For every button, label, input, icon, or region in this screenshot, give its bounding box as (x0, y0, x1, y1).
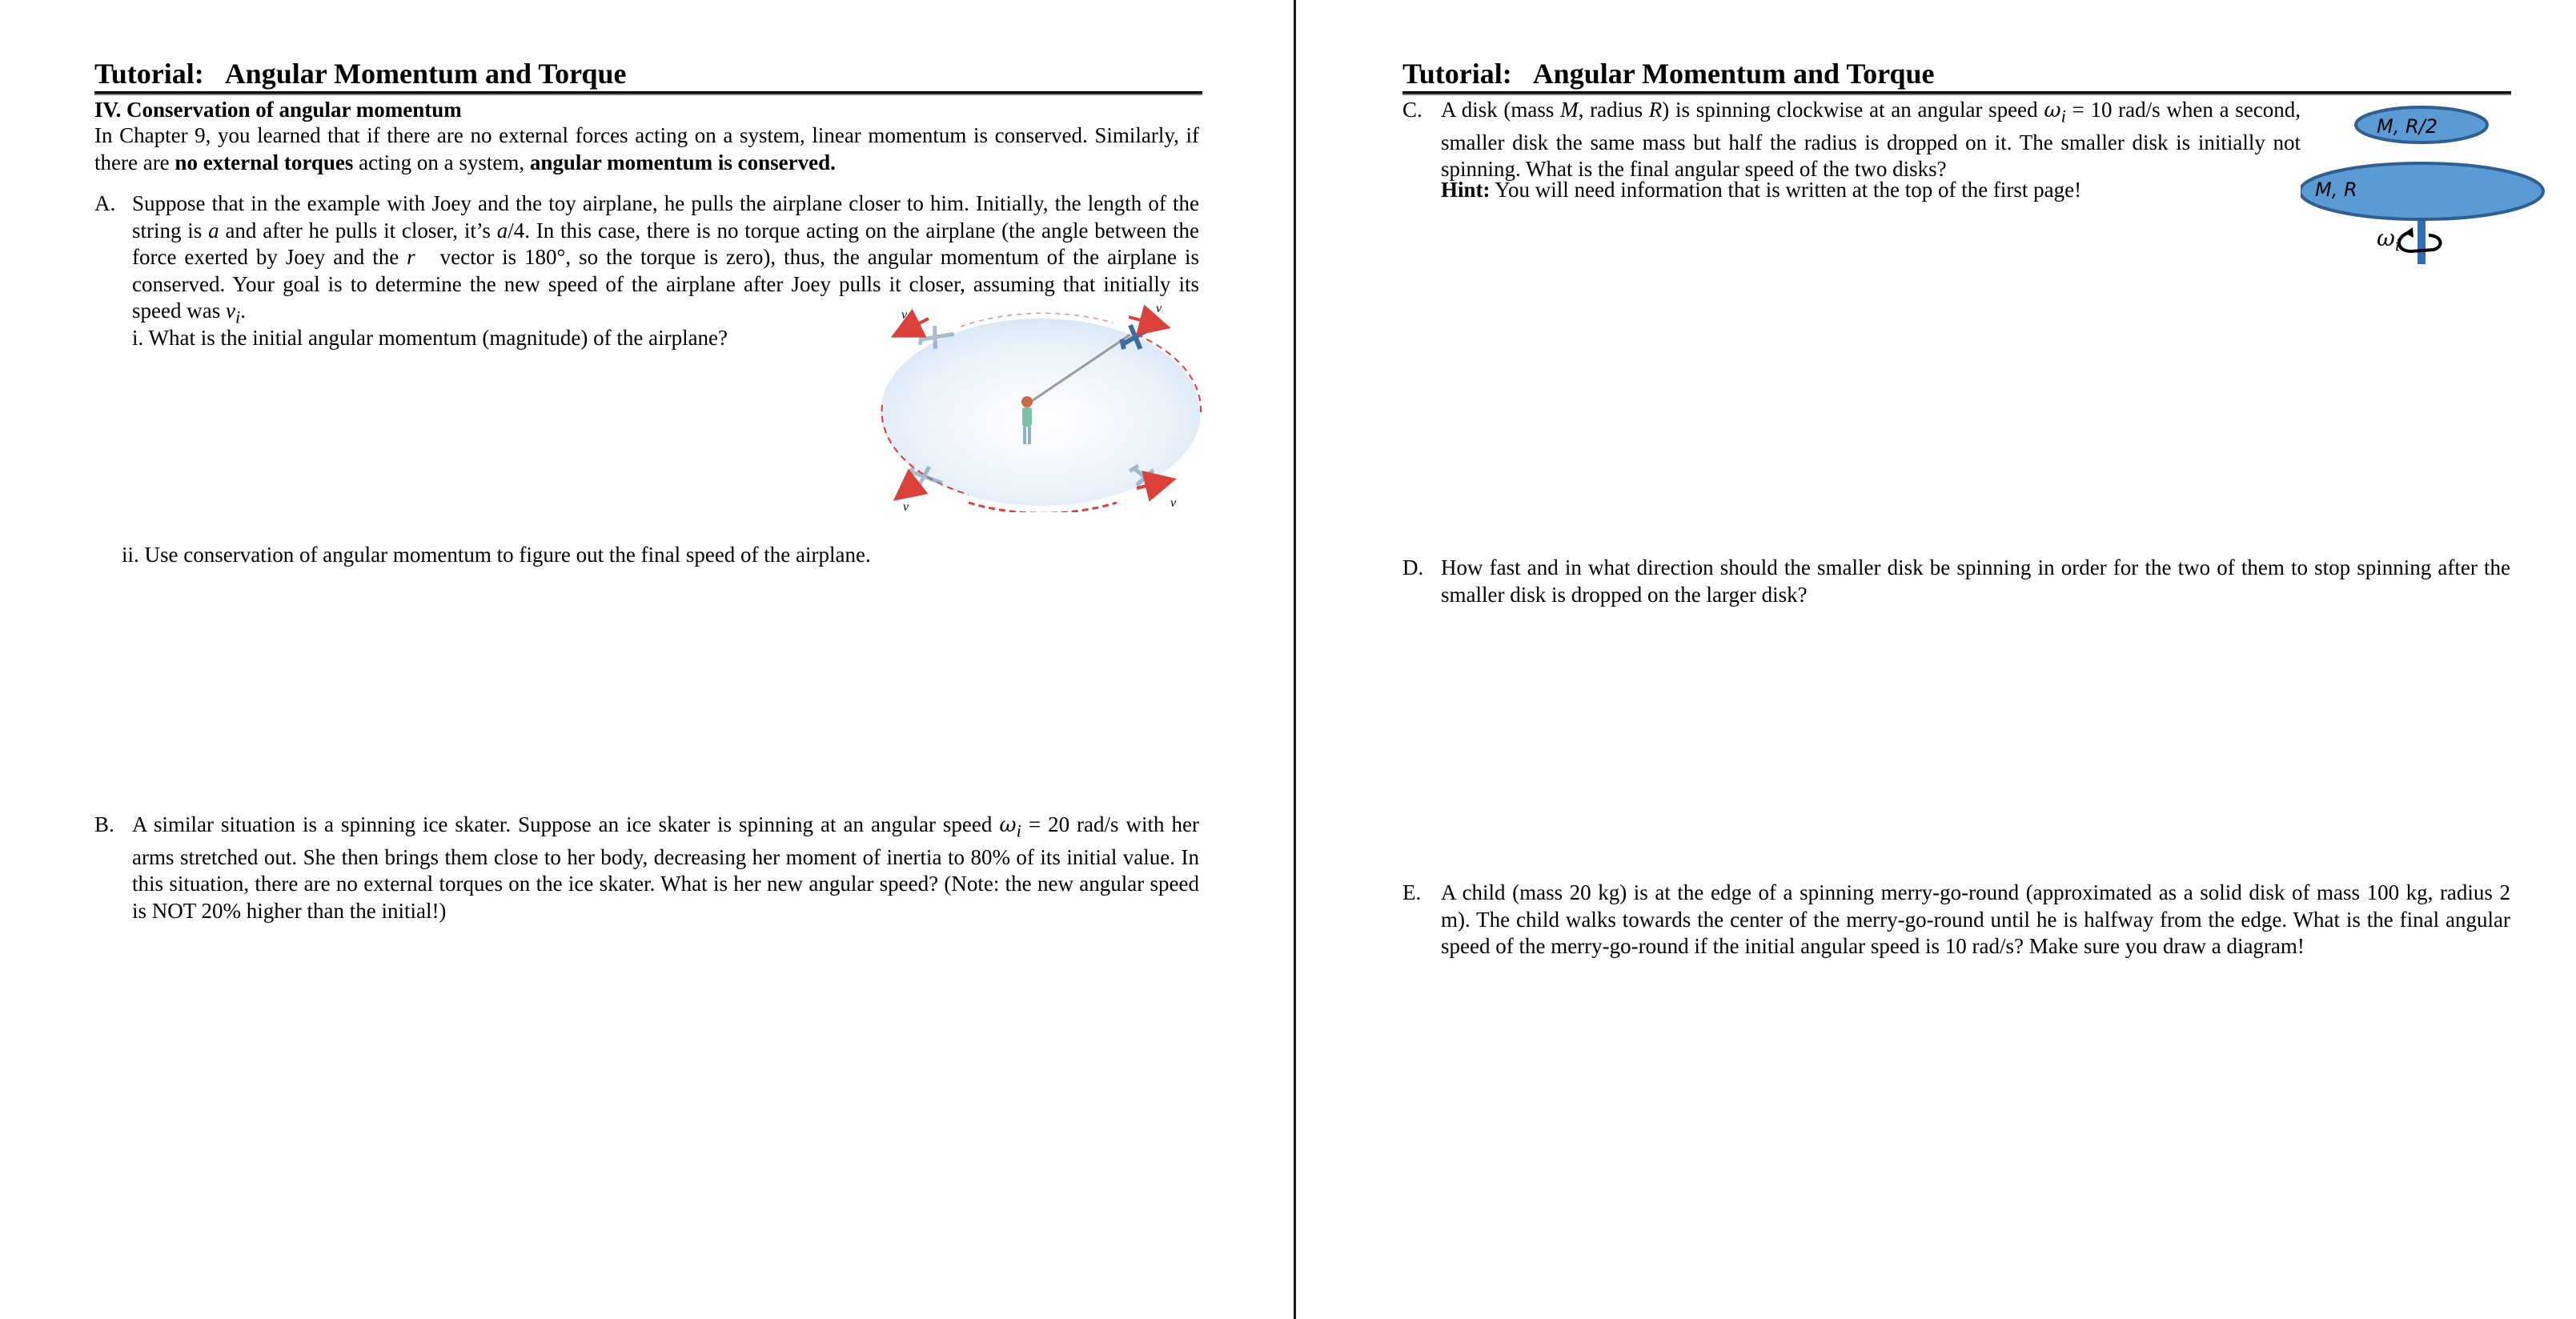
title-prefix: Tutorial: (1402, 58, 1512, 90)
question-a-label: A. (94, 191, 116, 215)
qa-rvec: r⃗ (407, 245, 432, 269)
qa-var-a: a (208, 218, 219, 243)
intro-paragraph (94, 122, 1199, 176)
title-topic: Angular Momentum and Torque (224, 58, 627, 90)
velocity-label: v (1170, 496, 1177, 510)
qa-text-3: /4. In this case, there is no torque acting on the airplane (the angle between the force exerted by Joey and the (132, 218, 1199, 269)
velocity-arrow (1129, 317, 1165, 327)
axle (2418, 219, 2426, 264)
velocity-label: v (903, 500, 909, 512)
intro-text-1: In Chapter 9, you learned that if there are no external forces acting on a system, linear momentum is conserved. Similarly, if there are (94, 123, 1199, 174)
page-title (94, 58, 626, 90)
question-e-label: E. (1402, 880, 1422, 904)
qa-var-v: v (225, 299, 235, 323)
hint-label: Hint: (1441, 178, 1491, 202)
title-rule (1402, 91, 2511, 95)
qc-text-4: = 10 rad/s when a second, smaller disk the same mass but half the radius is dropped on it. The smaller disk is initially not spinning. What is the final angular speed of the two disks? (1441, 98, 2301, 182)
right-page (1296, 0, 2576, 1319)
qa-var-a4: a (496, 218, 508, 243)
qc-text-1: A disk (mass (1441, 98, 1561, 122)
question-c-label: C. (1402, 98, 1422, 122)
large-disk-label: M, R (2315, 178, 2357, 201)
title-prefix: Tutorial: (94, 58, 204, 90)
qc-omega-sub: i (2060, 106, 2066, 126)
question-d-label: D. (1402, 555, 1424, 579)
qc-var-r: R (1648, 98, 1663, 122)
question-c-text (1441, 97, 2301, 183)
title-rule (94, 91, 1202, 95)
intro-bold-1: no external torques (175, 150, 354, 174)
qb-omega: ω (999, 813, 1017, 837)
disks-figure (2301, 99, 2573, 275)
hint-text: You will need information that is written at the top of the first page! (1490, 178, 2082, 202)
rotation-arrowhead-icon (2405, 227, 2413, 238)
qb-omega-sub: i (1016, 820, 1021, 841)
qc-text-2: , radius (1578, 98, 1649, 122)
section-heading: IV. Conservation of angular momentum (94, 98, 462, 122)
qa-text-5: . (240, 299, 246, 323)
velocity-arrow (898, 483, 917, 497)
omega-label: $\omega_i$ (2377, 225, 2401, 255)
question-a-ii: ii. Use conservation of angular momentum to figure out the final speed of the airplane. (122, 543, 871, 567)
qc-omega: ω (2044, 98, 2061, 122)
qc-text-3: ) is spinning clockwise at an angular speed (1662, 98, 2044, 122)
question-b-text (132, 812, 1199, 924)
question-a-i: i. What is the initial angular momentum (magnitude) of the airplane? (132, 326, 728, 350)
title-topic: Angular Momentum and Torque (1532, 58, 1935, 90)
question-c-hint (1441, 177, 2301, 204)
intro-bold-2: angular momentum is conserved. (529, 150, 836, 174)
qa-text-1: Suppose that in the example with Joey and the toy airplane, he pulls the airplane closer to him. Initially, the length of the string is (132, 191, 1199, 243)
question-b-label: B. (94, 812, 114, 836)
qc-var-m: M (1560, 98, 1579, 122)
qa-text-2: and after he pulls it closer, it’s (219, 218, 497, 243)
airplane-orbit-figure (873, 303, 1209, 512)
velocity-label: v (901, 308, 908, 322)
question-d-text: How fast and in what direction should the smaller disk be spinning in order for the two of them to stop spinning after the smaller disk is dropped on the larger disk? (1441, 555, 2510, 607)
small-disk-label: M, R/2 (2377, 115, 2438, 138)
intro-text-2: acting on a system, (353, 150, 530, 174)
qa-var-v-sub: i (235, 307, 241, 327)
qb-text-1: A similar situation is a spinning ice skater. Suppose an ice skater is spinning at an angular speed (132, 812, 1000, 836)
qa-text-4: vector is 180°, so the torque is zero), thus, the angular momentum of the airplane is conserved. Your goal is to determine the new speed of the airplane after Joey pulls it closer, assuming that initially its speed was (132, 245, 1199, 323)
page-title (1402, 58, 1934, 90)
question-e-text: A child (mass 20 kg) is at the edge of a spinning merry-go-round (approximated as a solid disk of mass 100 kg, radius 2 m). The child walks towards the center of the merry-go-round until he is halfway from the edge. What is the final angular speed of the merry-go-round if the initial angular speed is 10 rad/s? Make sure you draw a diagram! (1441, 880, 2510, 958)
velocity-label: v (1156, 303, 1162, 315)
qb-text-2: = 20 rad/s with her arms stretched out. She then brings them close to her body, decreasing her moment of inertia to 80% of its initial value. In this situation, there are no external torques on the ice skater. What is her new angular speed? (Note: the new angular speed is NOT 20% higher than the initial!) (132, 812, 1200, 923)
